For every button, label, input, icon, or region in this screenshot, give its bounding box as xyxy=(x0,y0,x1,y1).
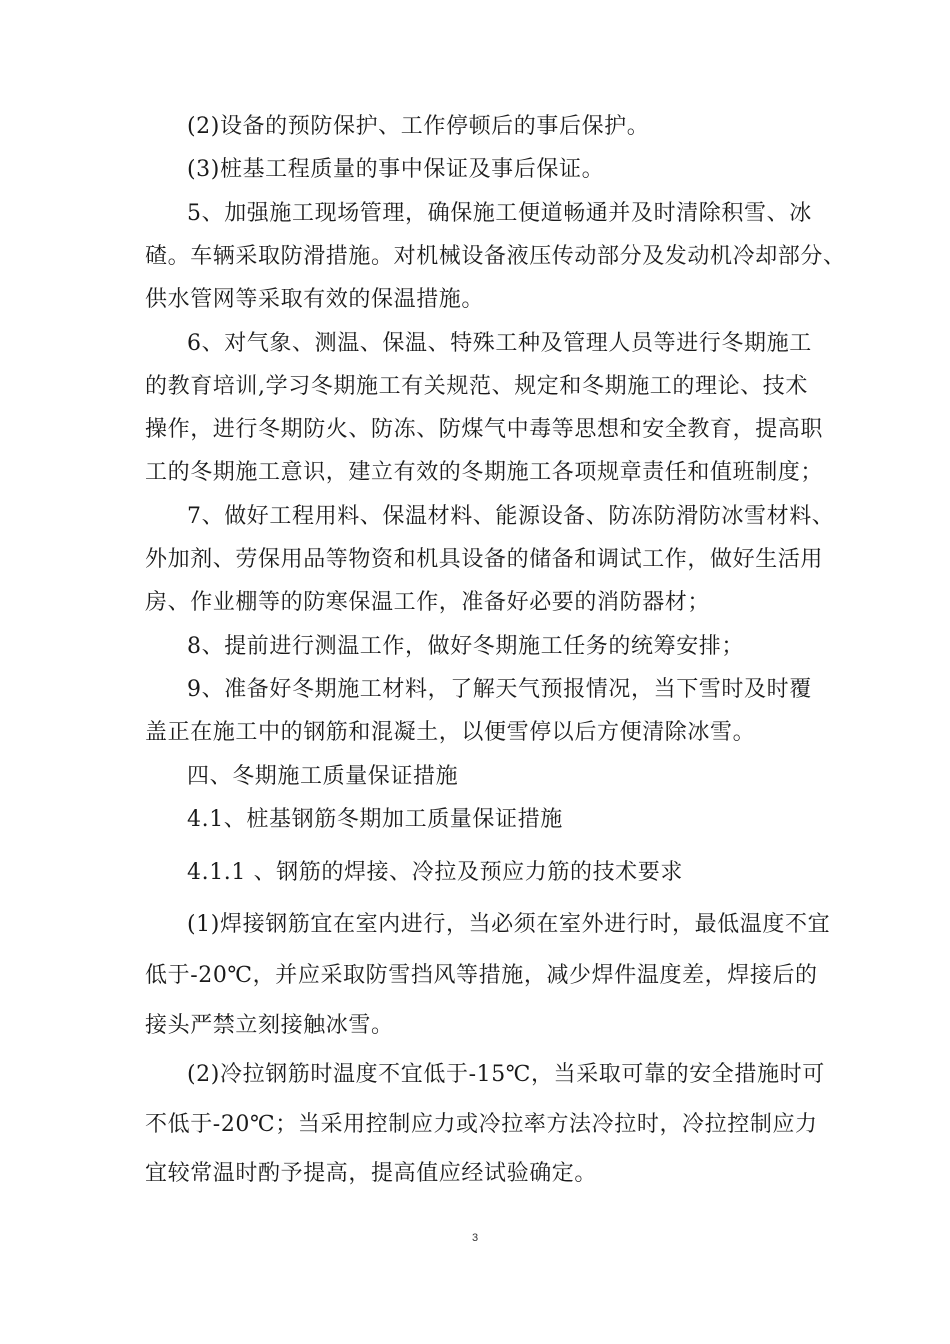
text-line: 盖正在施工中的钢筋和混凝土，以便雪停以后方便清除冰雪。 xyxy=(145,720,756,745)
text-line: 外加剂、劳保用品等物资和机具设备的储备和调试工作，做好生活用 xyxy=(145,547,824,572)
text-line: 不低于-20℃；当采用控制应力或冷拉率方法冷拉时，冷拉控制应力 xyxy=(145,1112,818,1137)
text-line: 供水管网等采取有效的保温措施。 xyxy=(145,287,485,312)
text-line: 9、准备好冬期施工材料，了解天气预报情况，当下雪时及时覆 xyxy=(187,677,812,702)
text-line: 工的冬期施工意识，建立有效的冬期施工各项规章责任和值班制度； xyxy=(145,460,824,485)
text-line: 6、对气象、测温、保温、特殊工种及管理人员等进行冬期施工 xyxy=(187,331,812,356)
text-line: 操作，进行冬期防火、防冻、防煤气中毒等思想和安全教育，提高职 xyxy=(145,417,824,442)
text-line: (1)焊接钢筋宜在室内进行，当必须在室外进行时，最低温度不宜 xyxy=(187,912,831,937)
text-line: 8、提前进行测温工作，做好冬期施工任务的统筹安排； xyxy=(187,634,744,659)
text-line: 低于-20℃，并应采取防雪挡风等措施，减少焊件温度差，焊接后的 xyxy=(145,963,818,988)
text-line: 碴。车辆采取防滑措施。对机械设备液压传动部分及发动机冷却部分、 xyxy=(145,244,846,269)
text-line: 房、作业棚等的防寒保温工作，准备好必要的消防器材； xyxy=(145,590,711,615)
text-line: 5、加强施工现场管理，确保施工便道畅通并及时清除积雪、冰 xyxy=(187,201,812,226)
text-line: 宜较常温时酌予提高，提高值应经试验确定。 xyxy=(145,1161,598,1186)
text-line: (3)桩基工程质量的事中保证及事后保证。 xyxy=(187,157,605,182)
page-number: 3 xyxy=(471,1232,479,1244)
text-line: 接头严禁立刻接触冰雪。 xyxy=(145,1013,394,1038)
text-line: 7、做好工程用料、保温材料、能源设备、防冻防滑防冰雪材料、 xyxy=(187,504,835,529)
text-line: (2)设备的预防保护、工作停顿后的事后保护。 xyxy=(187,114,650,139)
text-line: 的教育培训,学习冬期施工有关规范、规定和冬期施工的理论、技术 xyxy=(145,374,808,399)
section-heading: 四、冬期施工质量保证措施 xyxy=(187,764,459,789)
text-line: (2)冷拉钢筋时温度不宜低于-15℃，当采取可靠的安全措施时可 xyxy=(187,1062,825,1087)
subsection-heading: 4.1.1 、钢筋的焊接、冷拉及预应力筋的技术要求 xyxy=(187,860,683,885)
subsection-heading: 4.1、桩基钢筋冬期加工质量保证措施 xyxy=(187,807,563,832)
